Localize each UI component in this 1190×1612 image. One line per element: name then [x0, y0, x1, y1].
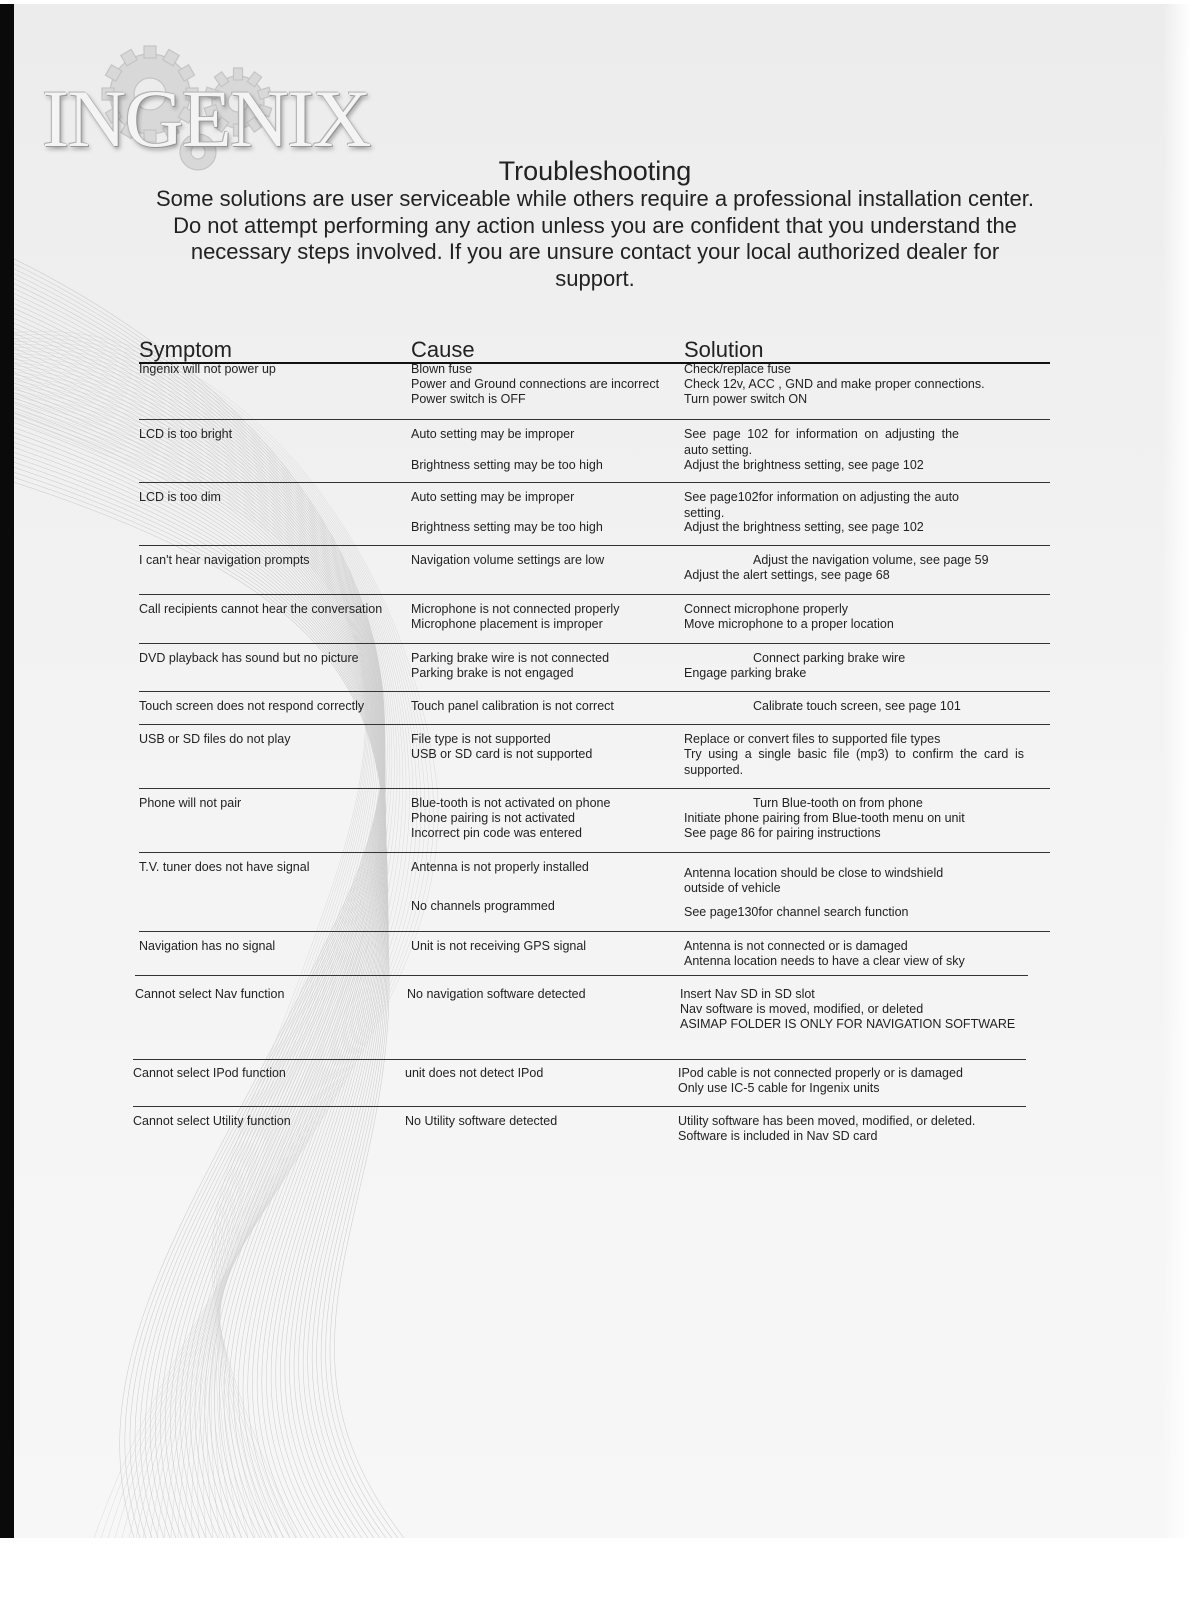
intro-paragraph: Some solutions are user serviceable while others require a professional installation center. Do not attempt performing any action unless you are confident that you understand the necessary steps involved. If you are unsure contact your local authorized dealer for support.: [155, 186, 1035, 291]
row-divider: [139, 691, 1050, 692]
solution-text: Adjust the brightness setting, see page 102: [684, 520, 924, 534]
cause-text: Microphone placement is improper: [411, 617, 603, 631]
cause-text: Microphone is not connected properly: [411, 602, 620, 616]
solution-text: Adjust the alert settings, see page 68: [684, 568, 890, 582]
cause-text: Unit is not receiving GPS signal: [411, 939, 587, 953]
row-divider: [139, 931, 1050, 932]
header-symptom: Symptom: [139, 337, 232, 362]
table-row: [133, 1106, 1026, 1186]
solution-text: See page102for information on adjusting the auto setting.: [684, 490, 959, 520]
symptom-text: Phone will not pair: [139, 796, 242, 810]
logo-wordmark: INGENIX: [42, 73, 370, 164]
solution-text: Turn power switch ON: [684, 392, 808, 406]
solution-text: Antenna is not connected or is damaged: [684, 939, 908, 953]
solution-text: Check/replace fuse: [684, 362, 792, 376]
solution-text: Calibrate touch screen, see page 101: [753, 699, 961, 713]
cause-text: Navigation volume settings are low: [411, 553, 605, 567]
solution-text: Antenna location should be close to windshield: [684, 866, 944, 880]
solution-text: Adjust the navigation volume, see page 59: [753, 553, 989, 567]
solution-text: See page 102 for information on adjusting the auto setting.: [684, 427, 959, 457]
cause-text: File type is not supported: [411, 732, 551, 746]
solution-text: Check 12v, ACC , GND and make proper connections.: [684, 377, 985, 391]
solution-text: See page130for channel search function: [684, 905, 909, 919]
symptom-text: USB or SD files do not play: [139, 732, 291, 746]
row-divider: [133, 1106, 1026, 1107]
symptom-text: Ingenix will not power up: [139, 362, 276, 376]
table-row: [135, 975, 1028, 1055]
solution-text: IPod cable is not connected properly or is damaged: [678, 1066, 963, 1080]
table-header: [139, 338, 1050, 364]
cause-text: Incorrect pin code was entered: [411, 826, 582, 840]
cause-text: Parking brake wire is not connected: [411, 651, 610, 665]
symptom-text: LCD is too bright: [139, 427, 233, 441]
row-divider: [139, 594, 1050, 595]
row-divider: [133, 1059, 1026, 1060]
symptom-text: Call recipients cannot hear the conversation: [139, 602, 383, 616]
solution-text: outside of vehicle: [684, 881, 781, 895]
solution-text: Try using a single basic file (mp3) to confirm the card is supported.: [684, 747, 1024, 777]
row-divider: [139, 545, 1050, 546]
row-divider: [139, 788, 1050, 789]
cause-text: No Utility software detected: [405, 1114, 558, 1128]
solution-text: See page 86 for pairing instructions: [684, 826, 881, 840]
symptom-text: DVD playback has sound but no picture: [139, 651, 359, 665]
solution-text: Nav software is moved, modified, or deleted: [680, 1002, 924, 1016]
symptom-text: Cannot select Nav function: [135, 987, 285, 1001]
cause-text: No channels programmed: [411, 899, 555, 913]
cause-text: Touch panel calibration is not correct: [411, 699, 614, 713]
solution-text: Connect parking brake wire: [753, 651, 906, 665]
row-divider: [139, 852, 1050, 853]
symptom-text: Cannot select Utility function: [133, 1114, 291, 1128]
solution-text: ASIMAP FOLDER IS ONLY FOR NAVIGATION SOFTWARE: [680, 1017, 1016, 1031]
row-divider: [139, 724, 1050, 725]
header-solution: Solution: [684, 337, 764, 362]
cause-text: Antenna is not properly installed: [411, 860, 589, 874]
cause-text: Auto setting may be improper: [411, 427, 575, 441]
solution-text: Connect microphone properly: [684, 602, 848, 616]
cause-text: USB or SD card is not supported: [411, 747, 593, 761]
solution-text: Adjust the brightness setting, see page 102: [684, 458, 924, 472]
right-edge-fade: [1162, 4, 1190, 1538]
cause-text: Power switch is OFF: [411, 392, 526, 406]
row-divider: [139, 643, 1050, 644]
left-edge-bar: [0, 4, 14, 1538]
solution-text: Antenna location needs to have a clear view of sky: [684, 954, 965, 968]
solution-text: Insert Nav SD in SD slot: [680, 987, 815, 1001]
symptom-text: T.V. tuner does not have signal: [139, 860, 310, 874]
solution-text: Only use IC-5 cable for Ingenix units: [678, 1081, 880, 1095]
solution-text: Utility software has been moved, modified, or deleted.: [678, 1114, 976, 1128]
cause-text: Blue-tooth is not activated on phone: [411, 796, 611, 810]
symptom-text: Cannot select IPod function: [133, 1066, 286, 1080]
symptom-text: I can't hear navigation prompts: [139, 553, 310, 567]
row-divider: [139, 482, 1050, 483]
solution-text: Move microphone to a proper location: [684, 617, 894, 631]
symptom-text: Touch screen does not respond correctly: [139, 699, 365, 713]
symptom-text: LCD is too dim: [139, 490, 221, 504]
cause-text: No navigation software detected: [407, 987, 586, 1001]
solution-text: Turn Blue-tooth on from phone: [753, 796, 923, 810]
row-divider: [139, 419, 1050, 420]
table-row: [139, 852, 1050, 932]
solution-text: Software is included in Nav SD card: [678, 1129, 878, 1143]
cause-text: Phone pairing is not activated: [411, 811, 575, 825]
page-title: Troubleshooting: [498, 156, 692, 186]
solution-text: Engage parking brake: [684, 666, 807, 680]
symptom-text: Navigation has no signal: [139, 939, 276, 953]
solution-text: Replace or convert files to supported file types: [684, 732, 941, 746]
solution-text: Initiate phone pairing from Blue-tooth menu on unit: [684, 811, 965, 825]
cause-text: Parking brake is not engaged: [411, 666, 574, 680]
header-cause: Cause: [411, 337, 475, 362]
cause-text: Auto setting may be improper: [411, 490, 575, 504]
cause-text: Power and Ground connections are incorrect: [411, 377, 660, 391]
cause-text: unit does not detect IPod: [405, 1066, 544, 1080]
cause-text: Brightness setting may be too high: [411, 520, 603, 534]
cause-text: Blown fuse: [411, 362, 473, 376]
cause-text: Brightness setting may be too high: [411, 458, 603, 472]
row-divider: [135, 975, 1028, 976]
